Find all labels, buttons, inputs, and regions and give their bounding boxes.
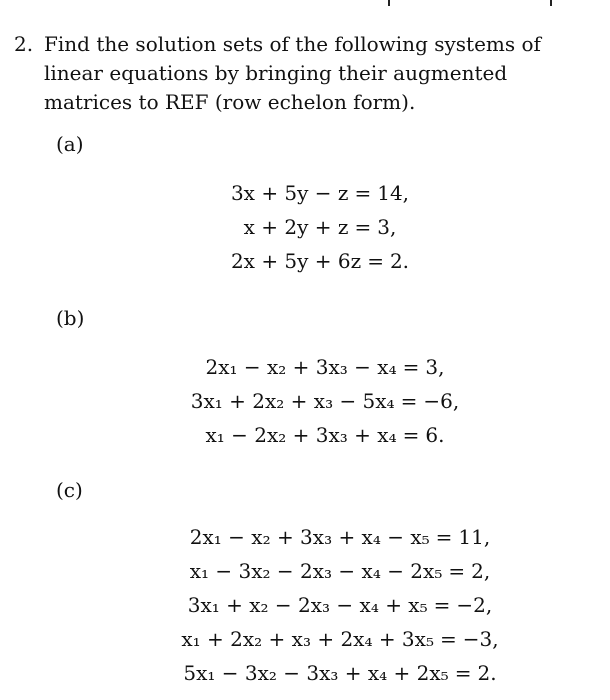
equation-lhs: 3x + 5y − z bbox=[230, 181, 349, 205]
part-c-label: (c) bbox=[56, 478, 83, 502]
equation-rhs: 2, bbox=[471, 559, 491, 583]
equation-relation: = bbox=[454, 661, 472, 685]
equation-rhs: 6. bbox=[425, 423, 445, 447]
system-b bbox=[150, 350, 500, 452]
equation-rhs: 14, bbox=[377, 181, 410, 205]
problem-number: 2. bbox=[14, 32, 34, 56]
equation-row bbox=[150, 350, 500, 384]
equation-row bbox=[130, 656, 550, 690]
equation-lhs: 2x₁ − x₂ + 3x₃ + x₄ − x₅ bbox=[189, 525, 430, 549]
equation-rhs: 11, bbox=[458, 525, 491, 549]
equation-rhs: −3, bbox=[462, 627, 499, 651]
equation-row bbox=[150, 418, 500, 452]
equation-lhs: 3x₁ + x₂ − 2x₃ − x₄ + x₅ bbox=[187, 593, 428, 617]
equation-row bbox=[130, 554, 550, 588]
part-b-label: (b) bbox=[56, 306, 85, 330]
equation-row bbox=[190, 244, 450, 278]
equation-relation: = bbox=[402, 355, 420, 379]
equation-relation: = bbox=[354, 215, 372, 239]
problem-statement bbox=[14, 30, 600, 117]
equation-rhs: 3, bbox=[377, 215, 397, 239]
equation-relation: = bbox=[439, 627, 457, 651]
equation-row bbox=[190, 210, 450, 244]
equation-relation: = bbox=[448, 559, 466, 583]
equation-row bbox=[150, 384, 500, 418]
equation-relation: = bbox=[433, 593, 451, 617]
equation-lhs: 3x₁ + 2x₂ + x₃ − 5x₄ bbox=[190, 389, 395, 413]
equation-rhs: 2. bbox=[477, 661, 497, 685]
equation-rhs: 2. bbox=[389, 249, 410, 273]
equation-relation: = bbox=[400, 389, 418, 413]
equation-relation: = bbox=[367, 249, 384, 273]
part-a-label: (a) bbox=[56, 132, 84, 156]
equation-row bbox=[190, 176, 450, 210]
equation-lhs: 2x + 5y + 6z bbox=[230, 249, 362, 273]
equation-lhs: 2x₁ − x₂ + 3x₃ − x₄ bbox=[205, 355, 397, 379]
equation-row bbox=[130, 520, 550, 554]
equation-relation: = bbox=[435, 525, 453, 549]
equation-row bbox=[130, 588, 550, 622]
equation-relation: = bbox=[354, 181, 372, 205]
equation-lhs: x₁ − 2x₂ + 3x₃ + x₄ bbox=[205, 423, 397, 447]
equation-row bbox=[130, 622, 550, 656]
system-a bbox=[190, 176, 450, 278]
equation-lhs: x₁ + 2x₂ + x₃ + 2x₄ + 3x₅ bbox=[181, 627, 434, 651]
equation-lhs: x + 2y + z bbox=[243, 215, 349, 239]
system-c bbox=[130, 520, 550, 690]
cropped-header-marks bbox=[380, 0, 580, 8]
equation-rhs: 3, bbox=[425, 355, 445, 379]
equation-relation: = bbox=[402, 423, 420, 447]
equation-lhs: 5x₁ − 3x₂ − 3x₃ + x₄ + 2x₅ bbox=[183, 661, 449, 685]
equation-lhs: x₁ − 3x₂ − 2x₃ − x₄ − 2x₅ bbox=[189, 559, 443, 583]
equation-rhs: −2, bbox=[456, 593, 493, 617]
problem-text: Find the solution sets of the following systems of linear equations by bringing their augmented matrices to REF (row echelon form). bbox=[44, 32, 541, 114]
equation-rhs: −6, bbox=[423, 389, 460, 413]
